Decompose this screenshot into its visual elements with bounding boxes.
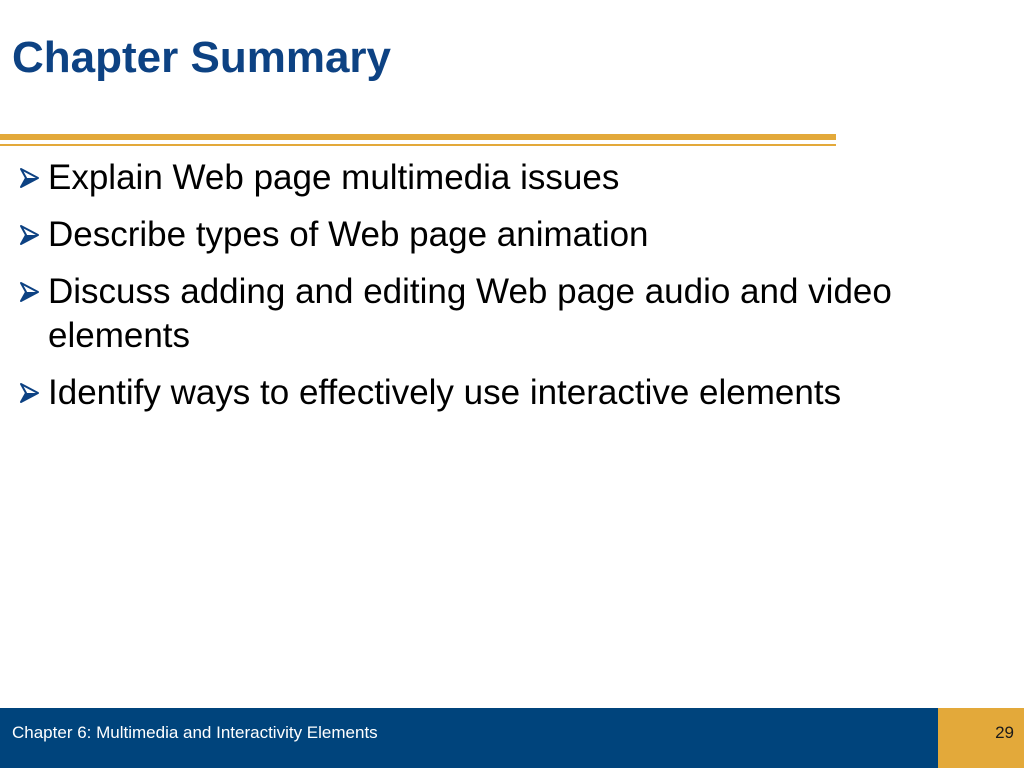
bullet-text: Discuss adding and editing Web page audio and video elements	[48, 272, 892, 355]
footer	[0, 708, 1024, 768]
arrow-bullet-icon	[18, 156, 48, 200]
bullet-text: Explain Web page multimedia issues	[48, 158, 620, 197]
footer-bar	[0, 708, 938, 768]
bullet-item	[18, 270, 978, 358]
bullet-text: Describe types of Web page animation	[48, 215, 649, 254]
page-number: 29	[995, 723, 1014, 742]
bullet-list	[18, 156, 978, 428]
page-number-box	[938, 708, 1024, 768]
title-divider-thick	[0, 134, 836, 140]
bullet-item	[18, 213, 978, 257]
bullet-item	[18, 156, 978, 200]
footer-chapter-title: Chapter 6: Multimedia and Interactivity Elements	[12, 723, 378, 742]
arrow-bullet-icon	[18, 371, 48, 415]
arrow-bullet-icon	[18, 213, 48, 257]
arrow-bullet-icon	[18, 270, 48, 314]
bullet-item	[18, 371, 978, 415]
slide-title: Chapter Summary	[12, 33, 392, 82]
title-divider-thin	[0, 144, 836, 146]
bullet-text: Identify ways to effectively use interactive elements	[48, 373, 842, 412]
